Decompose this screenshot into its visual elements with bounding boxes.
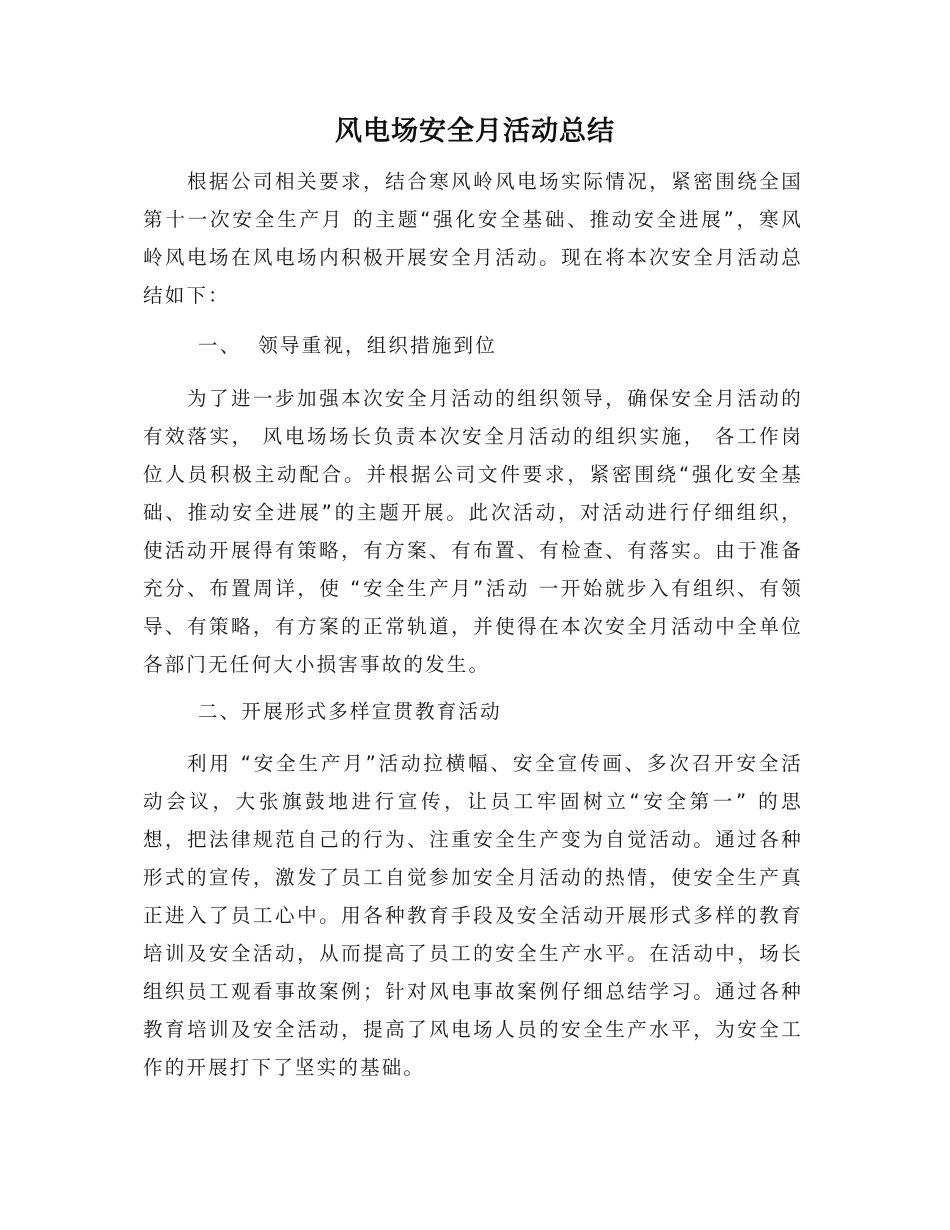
section-2-paragraph: 利用 “安全生产月”活动拉横幅、安全宣传画、多次召开安全活动会议，大张旗鼓地进行宣传，让员工牢固树立“安全第一” 的思想，把法律规范自己的行为、注重安全生产变为自觉活动。通过各种形式的宣传，激发了员工自觉参加安全月活动的热情，使安全生产真正进入了员工心中。用各种教育手段及安全活动开展形式多样的教育培训及安全活动，从而提高了员工的安全生产水平。在活动中，场长组织员工观看事故案例；针对风电事故案例仔细总结学习。通过各种教育培训及安全活动，提高了风电场人员的安全生产水平，为安全工作的开展打下了坚实的基础。 — [143, 752, 803, 1079]
section-heading-2: 二、开展形式多样宣贯教育活动 — [198, 700, 502, 723]
section-heading-1: 一、 领导重视，组织措施到位 — [198, 334, 497, 357]
section-1-paragraph: 为了进一步加强本次安全月活动的组织领导，确保安全月活动的有效落实， 风电场场长负责本次安全月活动的组织实施， 各工作岗位人员积极主动配合。并根据公司文件要求，紧密围绕“强化安全基础、推动安全进展”的主题开展。此次活动，对活动进行仔细组织，使活动开展得有策略，有方案、有布置、有检查、有落实。由于准备充分、布置周详，使 “安全生产月”活动 一开始就步入有组织、有领导、有策略，有方案的正常轨道，并使得在本次安全月活动中全单位各部门无任何大小损害事故的发生。 — [143, 387, 803, 676]
intro-paragraph: 根据公司相关要求，结合寒风岭风电场实际情况，紧密围绕全国第十一次安全生产月 的主题“强化安全基础、推动安全进展”，寒风岭风电场在风电场内积极开展安全月活动。现在将本次安全月活动总结如下： — [143, 170, 803, 307]
page-title: 风电场安全月活动总结 — [335, 116, 615, 147]
